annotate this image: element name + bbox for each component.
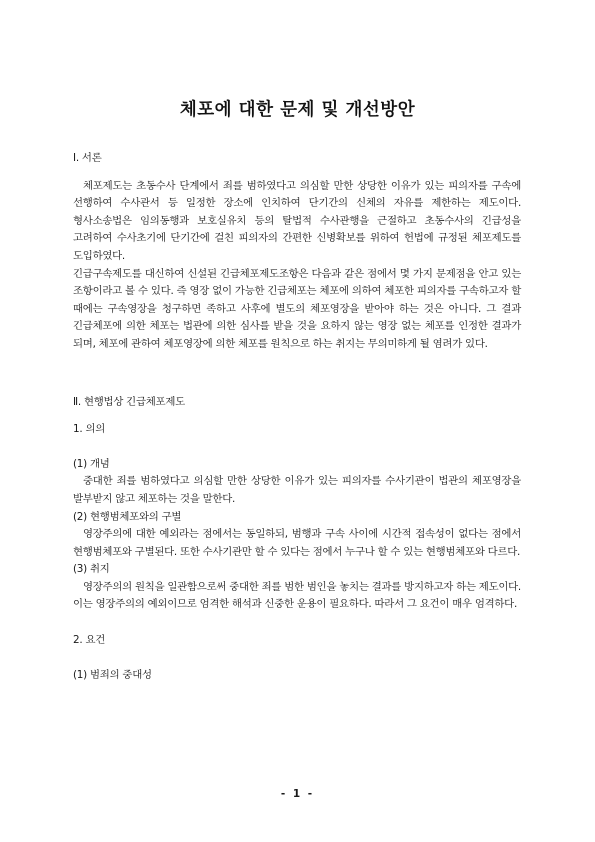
- document-body: [73, 150, 521, 684]
- section-heading-introduction: Ⅰ. 서론: [73, 152, 102, 164]
- subsection-heading-meaning: 1. 의의: [73, 423, 106, 436]
- document-title: 체포에 대한 문제 및 개선방안: [179, 100, 416, 120]
- item-title-seriousness: (1) 범죄의 중대성: [73, 668, 152, 681]
- item-title-concept: (1) 개념: [73, 457, 110, 470]
- spacer: [73, 650, 521, 667]
- spacer: [73, 168, 521, 178]
- item-body-distinction: 영장주의에 대한 예외라는 점에서는 동일하되, 범행과 구속 사이에 시간적 접속성이 없다는 점에서 현행범체포와 구별된다. 또한 수사기관만 할 수 있다는 점에서 누구나 할 수 있는 현행범체포와 다르다.: [73, 528, 521, 558]
- subsection-heading-requirements: 2. 요건: [73, 634, 106, 647]
- spacer: [73, 439, 521, 456]
- page-number: - 1 -: [280, 788, 315, 800]
- spacer: [73, 411, 521, 421]
- item-body-purpose: 영장주의의 원칙을 일관함으로써 중대한 죄를 범한 범인을 놓치는 결과를 방지하고자 하는 제도이다. 이는 영장주의의 예외이므로 엄격한 해석과 신중한 운용이 필요하다. 따라서 그 요건이 매우 엄격하다.: [73, 580, 521, 611]
- item-title-distinction: (2) 현행범체포와의 구별: [73, 510, 182, 523]
- intro-paragraph-2: 긴급구속제도를 대신하여 신설된 긴급체포제도조항은 다음과 같은 점에서 몇 가지 문제점을 안고 있는 조항이라고 볼 수 있다. 즉 영장 없이 가능한 긴급체포는 체포에 의하여 체포한 피의자를 구속하고자 할 때에는 구속영장을 청구하면 족하고 사후에 별도의 체포영장을 받아야 하는 것은 아니다. 그 결과 긴급체포에 의한 체포는 법관에 의한 심사를 받을 것을 요하지 않는 영장 없는 체포를 인정한 결과가 되며, 체포에 관하여 체포영장에 의한 체포를 원칙으로 하는 취지는 무의미하게 될 염려가 있다.: [73, 267, 521, 350]
- intro-paragraph-1: 체포제도는 초동수사 단계에서 죄를 범하였다고 의심할 만한 상당한 이유가 있는 피의자를 구속에 선행하여 수사관서 등 일정한 장소에 인치하여 단기간의 신체의 자유를 제한하는 제도이다. 형사소송법은 임의동행과 보호실유치 등의 탈법적 수사관행을 근절하고 초동수사의 긴급성을 고려하여 수사초기에 단기간에 걸친 피의자의 간편한 신병확보를 위하여 헌법에 규정된 체포제도를 도입하였다.: [73, 179, 521, 262]
- section-heading-current-law: Ⅱ. 현행법상 긴급체포제도: [73, 395, 185, 408]
- item-title-purpose: (3) 취지: [73, 563, 110, 576]
- item-body-concept: 중대한 죄를 범하였다고 의심할 만한 상당한 이유가 있는 피의자를 수사기관이 법관의 체포영장을 발부받지 않고 체포하는 것을 말한다.: [73, 475, 521, 505]
- spacer: [73, 354, 521, 394]
- spacer: [73, 614, 521, 632]
